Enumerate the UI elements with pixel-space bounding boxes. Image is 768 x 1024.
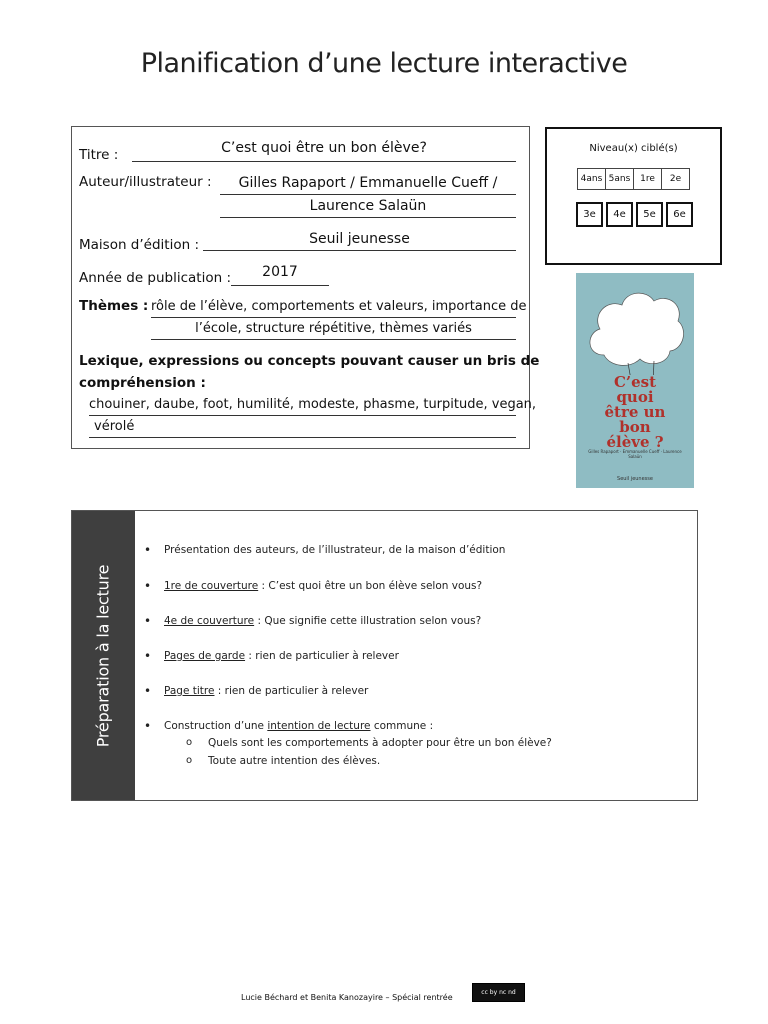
lexique-value-1: chouiner, daube, foot, humilité, modeste, phasme, turpitude, vegan, (89, 397, 537, 412)
cover-title-line: être un (604, 403, 666, 421)
lexique-label-2: compréhension : (79, 375, 206, 391)
level-row-preschool (578, 168, 690, 190)
auteur-line-2 (220, 217, 516, 218)
auteur-line-1 (220, 194, 516, 195)
prep-item-head: Page titre (164, 685, 215, 697)
annee-line (231, 285, 329, 286)
themes-line-1 (151, 317, 516, 318)
maison-value: Seuil jeunesse (309, 231, 410, 247)
prep-item-text: : rien de particulier à relever (214, 685, 369, 697)
titre-value: C’est quoi être un bon élève? (221, 140, 427, 156)
book-cover-image (576, 273, 694, 488)
prep-item-text: Présentation des auteurs, de l’illustrateur, de la maison d’édition (164, 544, 506, 556)
prep-sub-item: o Quels sont les comportements à adopter pour être un bon élève? (208, 737, 552, 749)
lexique-line-1 (89, 415, 516, 416)
level-title: Niveau(x) ciblé(s) (589, 143, 678, 154)
preparation-box (71, 510, 698, 801)
book-info-box (71, 126, 540, 449)
prep-item-text: : C’est quoi être un bon élève selon vous? (258, 580, 483, 592)
prep-item-head: 4e de couverture (164, 615, 255, 627)
auteur-value-2: Laurence Salaün (309, 198, 427, 214)
themes-line-2 (151, 339, 516, 340)
preparation-sidebar (72, 511, 135, 800)
themes-label: Thèmes : (79, 298, 149, 314)
auteur-label: Auteur/illustrateur : (79, 174, 212, 190)
preparation-side-label: Préparation à la lecture (93, 564, 113, 748)
prep-item-text: : rien de particulier à relever (245, 650, 399, 662)
level-5ans[interactable]: 5ans (605, 168, 634, 190)
cover-title-line: quoi (616, 388, 654, 406)
prep-item-quatrieme-couverture (164, 615, 481, 627)
prep-item-pre: Construction d’une (164, 720, 268, 732)
level-row-primary (573, 202, 693, 227)
cover-title-line: bon (619, 418, 651, 436)
auteur-value-1: Gilles Rapaport / Emmanuelle Cueff / (238, 175, 498, 191)
prep-item-head: Pages de garde (164, 650, 246, 662)
cover-publisher: Seuil jeunesse (617, 476, 653, 482)
prep-item-pages-de-garde (164, 650, 399, 662)
cover-title-line: élève ? (606, 433, 664, 451)
maison-line (203, 250, 516, 251)
lexique-value-2: vérolé (94, 419, 135, 434)
prep-item-head: 1re de couverture (164, 580, 259, 592)
prep-item-premiere-couverture (164, 580, 482, 592)
lexique-line-2 (89, 437, 516, 438)
prep-item-intention (164, 720, 433, 732)
prep-item-text: : Que signifie cette illustration selon vous? (254, 615, 482, 627)
page-title: Planification d’une lecture interactive (140, 48, 628, 79)
level-6e[interactable]: 6e (666, 202, 693, 227)
level-3e[interactable]: 3e (576, 202, 603, 227)
titre-label: Titre : (79, 147, 119, 163)
target-level-box (545, 127, 722, 265)
prep-item-head: intention de lecture (267, 720, 371, 732)
prep-item-text: commune : (370, 720, 434, 732)
cover-title-line: C’est (613, 373, 657, 391)
cloud-illustration (584, 285, 686, 375)
cover-authors: Gilles Rapaport · Emmanuelle Cueff · Laurence Salaün (588, 449, 682, 459)
titre-line (132, 161, 516, 162)
level-2e[interactable]: 2e (661, 168, 690, 190)
annee-label: Année de publication : (79, 270, 232, 286)
cc-license-badge: cc by nc nd (472, 983, 525, 1002)
maison-label: Maison d’édition : (79, 237, 199, 253)
prep-sub-item: o Toute autre intention des élèves. (208, 755, 380, 767)
themes-value-1: rôle de l’élève, comportements et valeurs, importance de (151, 299, 527, 314)
lexique-label-1: Lexique, expressions ou concepts pouvant causer un bris de (79, 353, 540, 369)
cover-title (576, 375, 694, 450)
annee-value: 2017 (262, 264, 298, 280)
prep-item-page-titre (164, 685, 368, 697)
level-4e[interactable]: 4e (606, 202, 633, 227)
footer-credit: Lucie Béchard et Benita Kanozayire – Spécial rentrée (241, 993, 453, 1002)
level-5e[interactable]: 5e (636, 202, 663, 227)
level-4ans[interactable]: 4ans (577, 168, 606, 190)
prep-item-presentation (164, 544, 505, 556)
level-1re[interactable]: 1re (633, 168, 662, 190)
themes-value-2: l’école, structure répétitive, thèmes variés (195, 321, 472, 336)
